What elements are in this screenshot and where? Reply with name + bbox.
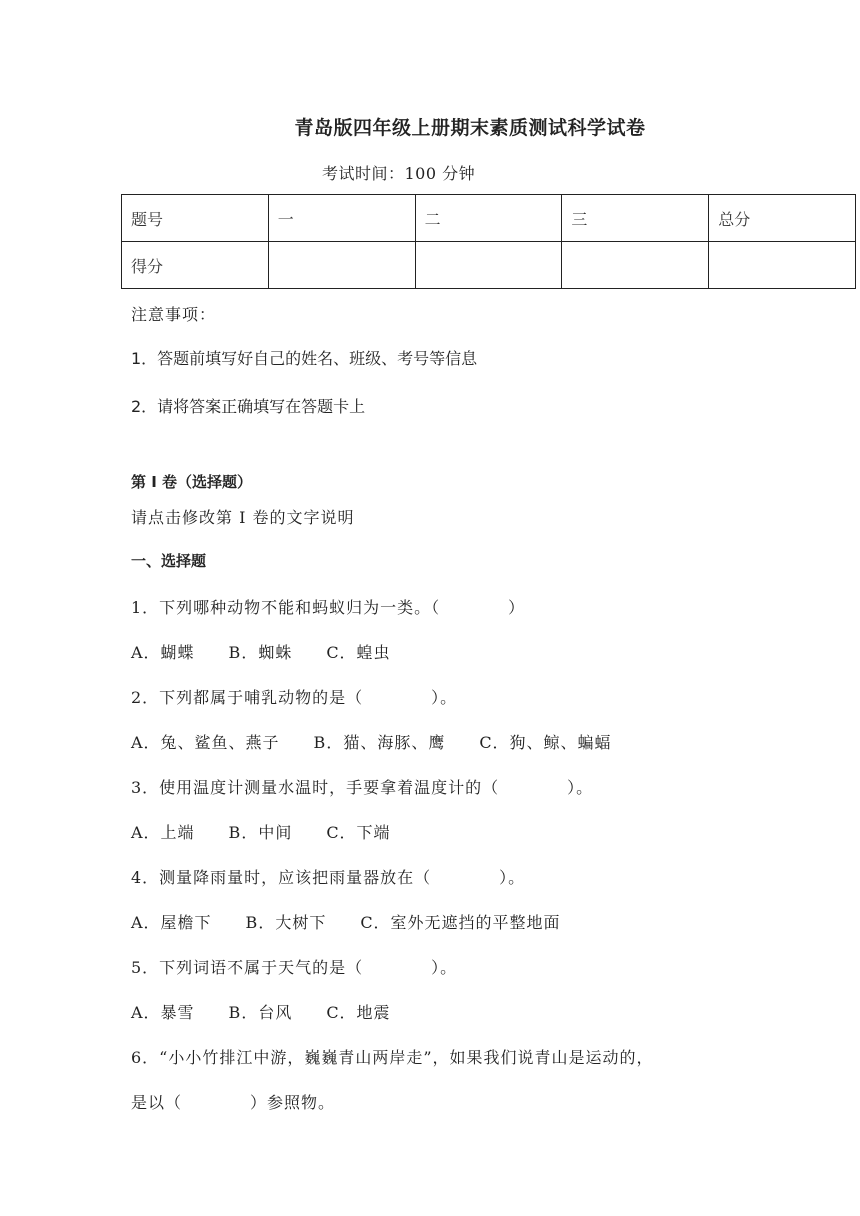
section-description[interactable]: 请点击修改第 I 卷的文字说明 xyxy=(131,508,355,527)
score-table xyxy=(121,194,856,289)
table-cell: 二 xyxy=(415,195,562,242)
question-stem: 4．测量降雨量时，应该把雨量器放在（ ）。 xyxy=(131,868,526,887)
question-stem: 3．使用温度计测量水温时，手要拿着温度计的（ ）。 xyxy=(131,778,594,797)
score-cell[interactable] xyxy=(268,242,415,289)
table-cell: 一 xyxy=(268,195,415,242)
table-cell: 总分 xyxy=(709,195,856,242)
table-cell: 题号 xyxy=(122,195,269,242)
table-row xyxy=(122,195,856,242)
note-item: 1．答题前填写好自己的姓名、班级、考号等信息 xyxy=(131,349,478,368)
question-stem: 1．下列哪种动物不能和蚂蚁归为一类。（ ） xyxy=(131,598,526,617)
table-row xyxy=(122,242,856,289)
score-cell[interactable] xyxy=(415,242,562,289)
score-cell[interactable] xyxy=(562,242,709,289)
question-stem: 2．下列都属于哺乳动物的是（ ）。 xyxy=(131,688,458,707)
question-options: A．上端 B．中间 C．下端 xyxy=(131,823,391,842)
table-cell: 三 xyxy=(562,195,709,242)
question-stem-continued: 是以（ ）参照物。 xyxy=(131,1093,336,1112)
question-options: A．暴雪 B．台风 C．地震 xyxy=(131,1003,391,1022)
note-item: 2．请将答案正确填写在答题卡上 xyxy=(131,397,366,416)
question-options: A．屋檐下 B．大树下 C．室外无遮挡的平整地面 xyxy=(131,913,561,932)
table-cell: 得分 xyxy=(122,242,269,289)
score-cell[interactable] xyxy=(709,242,856,289)
question-stem: 6．“小小竹排江中游，巍巍青山两岸走”，如果我们说青山是运动的， xyxy=(131,1048,654,1067)
question-options: A．蝴蝶 B．蜘蛛 C．蝗虫 xyxy=(131,643,391,662)
notes-heading: 注意事项： xyxy=(131,305,217,324)
question-stem: 5．下列词语不属于天气的是（ ）。 xyxy=(131,958,458,977)
exam-time: 考试时间：100 分钟 xyxy=(322,164,476,183)
part-title: 一、选择题 xyxy=(131,552,207,570)
page-title: 青岛版四年级上册期末素质测试科学试卷 xyxy=(294,117,646,139)
question-options: A．兔、鲨鱼、燕子 B．猫、海豚、鹰 C．狗、鲸、蝙蝠 xyxy=(131,733,612,752)
section-title: 第 I 卷（选择题） xyxy=(131,473,253,491)
